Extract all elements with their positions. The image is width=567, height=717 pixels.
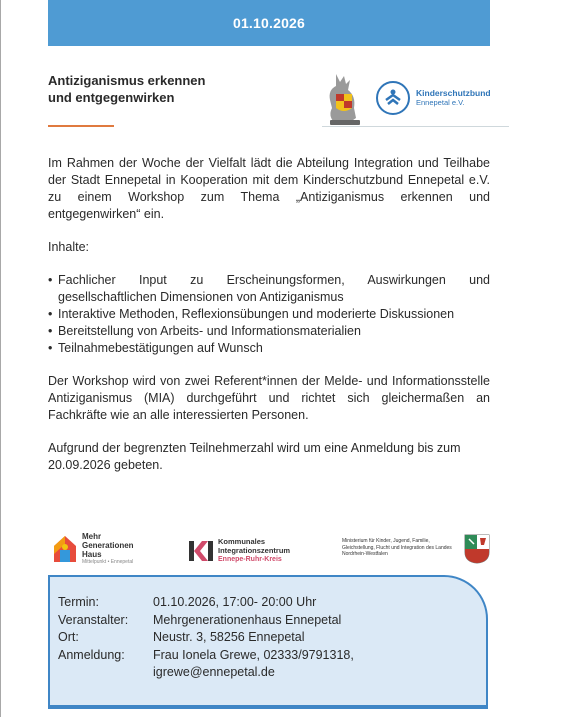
title-line-2: und entgegenwirken (48, 90, 175, 105)
kinderschutzbund-name: Kinderschutzbund (416, 88, 491, 98)
child-figure-icon (376, 81, 410, 115)
workshop-paragraph: Der Workshop wird von zwei Referent*innen der Melde- und Informationsstelle Antiziganismus (MIA) durchgeführt und richtet sich gleichermaßen an Fachkräfte wie an alle interessierten Personen. (48, 374, 490, 422)
mgh-line-1: Mehr (82, 532, 102, 541)
list-item: • Teilnahmebestätigungen auf Wunsch (48, 340, 490, 357)
title-accent-rule (48, 125, 114, 127)
info-box-bottom-edge (48, 707, 488, 709)
kinderschutzbund-logo (376, 78, 506, 118)
page-edge-rule (0, 0, 1, 717)
list-item: • Bereitstellung von Arbeits- und Informationsmaterialien (48, 323, 490, 340)
logo-divider (322, 126, 509, 127)
event-date: 01.10.2026 (232, 15, 306, 31)
mehrgenerationenhaus-logo (52, 532, 134, 566)
registration-paragraph: Aufgrund der begrenzten Teilnehmerzahl wird um eine Anmeldung bis zum 20.09.2026 gebeten. (48, 441, 461, 472)
title-line-1: Antiziganismus erkennen (48, 73, 206, 88)
intro-paragraph: Im Rahmen der Woche der Vielfalt lädt die Abteilung Integration und Teilhabe der Stadt Ennepetal in Kooperation mit dem Kinderschutzbund Ennepetal e.V. zu einem Workshop zum Thema „Antiziganismus erkennen und entgegenwirken“ ein. (48, 156, 490, 221)
mgh-subline: Mittelpunkt • Ennepetal (82, 559, 134, 565)
contents-list (48, 272, 490, 357)
termin-label: Termin: (58, 595, 99, 609)
event-details (58, 594, 403, 682)
list-item: • Fachlicher Input zu Erscheinungsformen, Auswirkungen und gesellschaftlichen Dimensionen von Antiziganismus (48, 272, 490, 306)
ort-label: Ort: (58, 630, 79, 644)
ki-line-1: Kommunales (218, 537, 266, 546)
termin-value: 01.10.2026, 17:00- 20:00 Uhr (153, 595, 317, 609)
contents-heading: Inhalte: (48, 240, 90, 254)
ki-mark-icon (188, 540, 214, 562)
ki-region: Ennepe-Ruhr-Kreis (218, 556, 282, 563)
email-link[interactable]: igrewe@ennepetal.de (153, 665, 275, 679)
ministry-name: Ministerium für Kinder, Jugend, Familie, Gleichstellung, Flucht und Integration des Landes Nordrhein-Westfalen (342, 538, 452, 557)
sponsor-logos (48, 532, 494, 570)
nrw-crest-icon (464, 534, 490, 564)
mgh-line-3: Haus (82, 550, 102, 559)
page-title (48, 72, 288, 106)
house-icon (52, 534, 78, 564)
ki-line-2: Integrationszentrum (218, 545, 291, 555)
veranstalter-label: Veranstalter: (58, 612, 129, 627)
anmeldung-label: Anmeldung: (58, 647, 125, 662)
list-item: • Interaktive Methoden, Reflexionsübungen und moderierte Diskussionen (48, 306, 490, 323)
veranstalter-value: Mehrgenerationenhaus Ennepetal (153, 612, 342, 627)
date-banner (48, 0, 490, 46)
mgh-line-2: Generationen (82, 541, 134, 550)
city-mascot-logo (322, 70, 368, 128)
body-text (48, 155, 490, 474)
kommunales-integrationszentrum-logo (188, 538, 290, 564)
ort-value: Neustr. 3, 58256 Ennepetal (153, 630, 305, 644)
kinderschutzbund-location: Ennepetal e.V. (416, 98, 465, 107)
anmeldung-value: Frau Ionela Grewe, 02333/9791318, (153, 647, 354, 662)
